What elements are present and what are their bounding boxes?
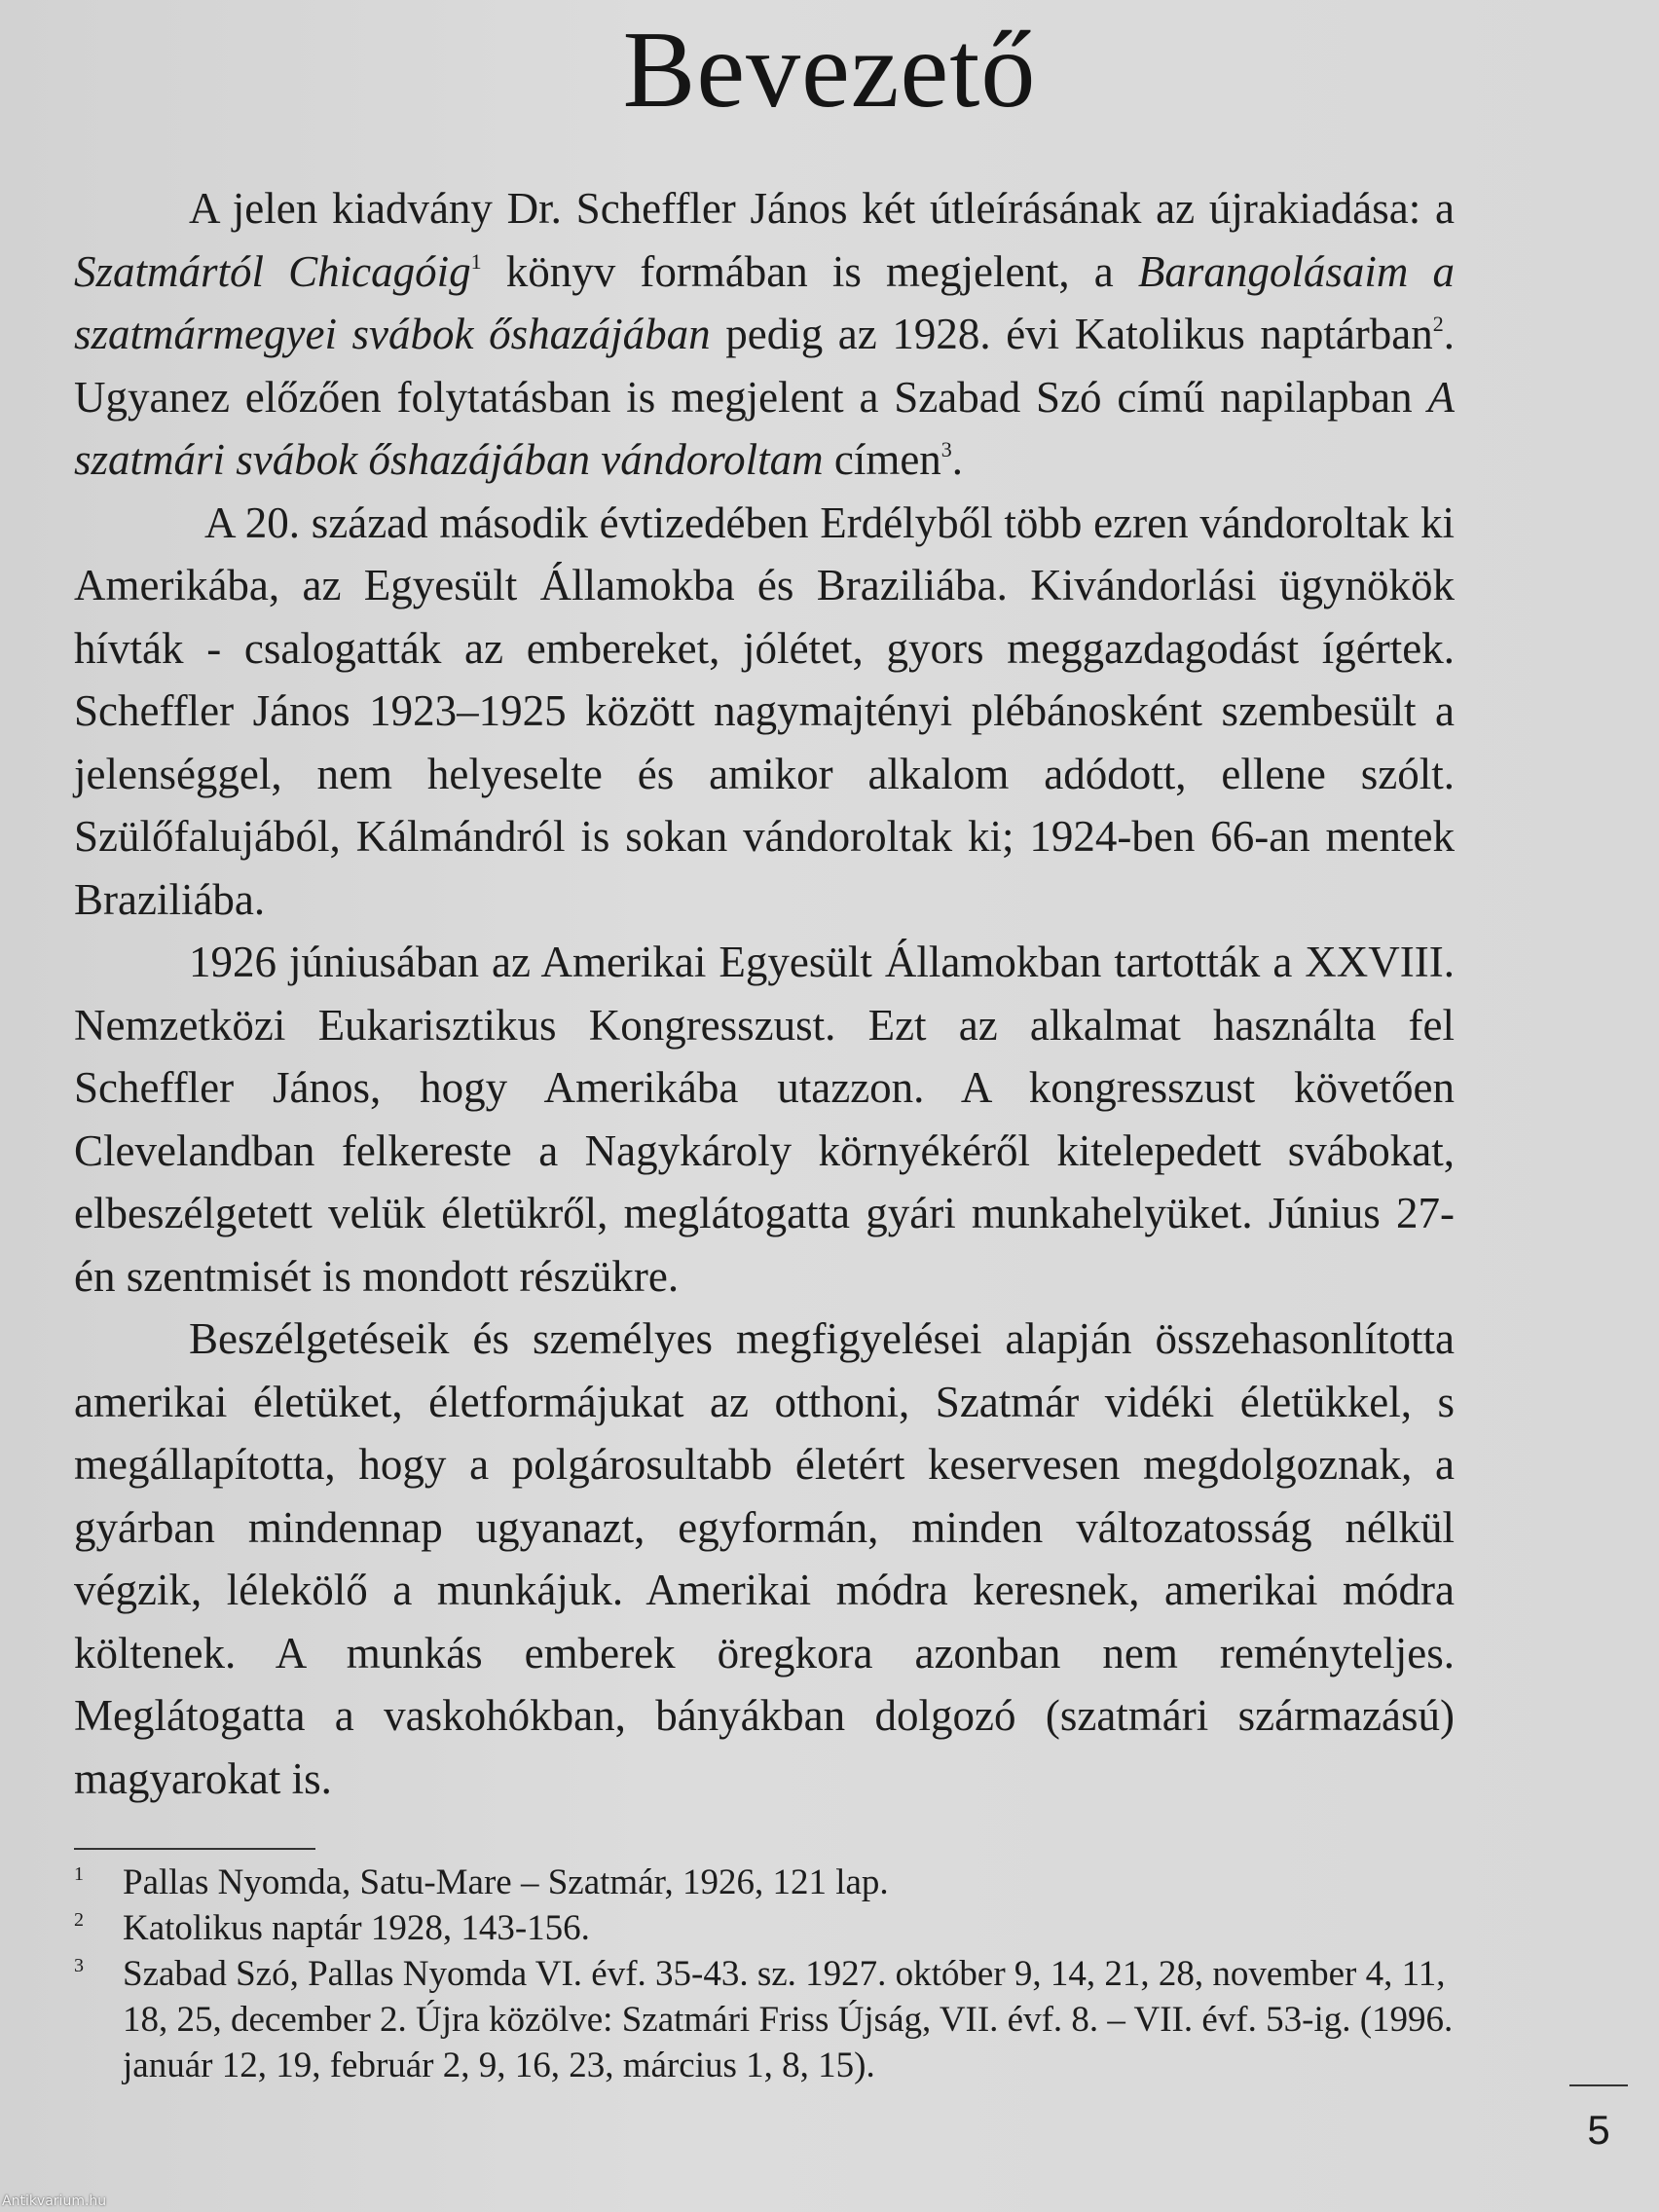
text-run: . — [951, 435, 964, 484]
footnote-divider — [74, 1848, 315, 1850]
page-number-rule — [1569, 2084, 1628, 2086]
page-number: 5 — [1587, 2107, 1610, 2153]
footnote-item — [74, 1860, 1456, 1905]
paragraph-3: 1926 júniusában az Amerikai Egyesült Államokban tartották a XXVIII. Nemzetközi Eukarisztikus Kongresszust. Ezt az alkalmat használta fel Scheffler János, hogy Amerikába utazzon. A kongresszust követően Clevelandban felkereste a Nagykároly környékéről kitelepedett svábokat, elbeszélgetett velük életükről, meglátogatta gyári munkahelyüket. Június 27-én szentmisét is mondott részükre. — [74, 938, 1455, 1301]
footnote-text: Katolikus naptár 1928, 143-156. — [123, 1908, 590, 1948]
footnote-item — [74, 1905, 1456, 1951]
footnote-text: Szabad Szó, Pallas Nyomda VI. évf. 35-43. sz. 1927. október 9, 14, 21, 28, november 4, 11, 18, 25, december 2. Újra közölve: Szatmári Friss Újság, VII. évf. 8. – VII. évf. 53-ig. (1996. január 12, 19, február 2, 9, 16, 23, március 1, 8, 15). — [123, 1954, 1454, 2085]
text-run: A jelen kiadvány Dr. Scheffler János két útleírásának az újrakiadása: a — [189, 184, 1455, 233]
paragraph-1 — [74, 177, 1455, 492]
footnote-ref-2: 2 — [1432, 312, 1444, 336]
body-text — [74, 177, 1455, 1810]
footnote-number: 3 — [74, 1955, 84, 1976]
footnote-ref-1: 1 — [470, 248, 482, 274]
book-title-italic: Szatmártól Chicagóig — [74, 246, 471, 296]
text-run: címen — [823, 435, 941, 484]
text-run: könyv formában is megjelent, a — [481, 246, 1138, 296]
series-title-italic: A szatmári svábok őshazájában vándoroltam — [74, 372, 1455, 484]
footnote-number: 1 — [74, 1863, 84, 1885]
paragraph-4: Beszélgetéseik és személyes megfigyelései alapján összehasonlította amerikai életüket, életformájukat az otthoni, Szatmár vidéki életükkel, s megállapította, hogy a polgárosultabb életért keservesen megdolgoznak, a gyárban mindennap ugyanazt, egyformán, minden változatosság nélkül végzik, lélekölő a munkájuk. Amerikai módra keresnek, amerikai módra költenek. A munkás emberek öregkora azonban nem reményteljes. Meglátogatta a vaskohókban, bányákban dolgozó (szatmári származású) magyarokat is. — [74, 1314, 1455, 1803]
footnote-item — [74, 1951, 1456, 2088]
text-run: pedig az 1928. évi Katolikus naptárban — [710, 310, 1433, 358]
article-title-italic: Barangolásaim a szatmármegyei svábok őshazájában — [74, 246, 1455, 358]
footnote-number: 2 — [74, 1909, 84, 1931]
watermark: Antikvarium.hu — [2, 2194, 107, 2209]
footnote-text: Pallas Nyomda, Satu-Mare – Szatmár, 1926, 121 lap. — [123, 1862, 889, 1902]
footnote-ref-3: 3 — [940, 437, 952, 461]
paragraph-2: A 20. század második évtizedében Erdélyből több ezren vándoroltak ki Amerikába, az Egyesült Államokba és Braziliába. Kivándorlási ügynökök hívták - csalogatták az embereket, jólétet, gyors meggazdagodást ígértek. Scheffler János 1923–1925 között nagymajtényi plébánosként szembesült a jelenséggel, nem helyeselte és amikor alkalom adódott, ellene szólt. Szülőfalujából, Kálmándról is sokan vándoroltak ki; 1924-ben 66-an mentek Braziliába. — [74, 498, 1455, 924]
page-title: Bevezető — [622, 10, 1037, 130]
footnotes — [74, 1860, 1456, 2088]
text-run: . Ugyanez előzően folytatásban is megjelent a Szabad Szó című napilapban — [74, 310, 1455, 422]
